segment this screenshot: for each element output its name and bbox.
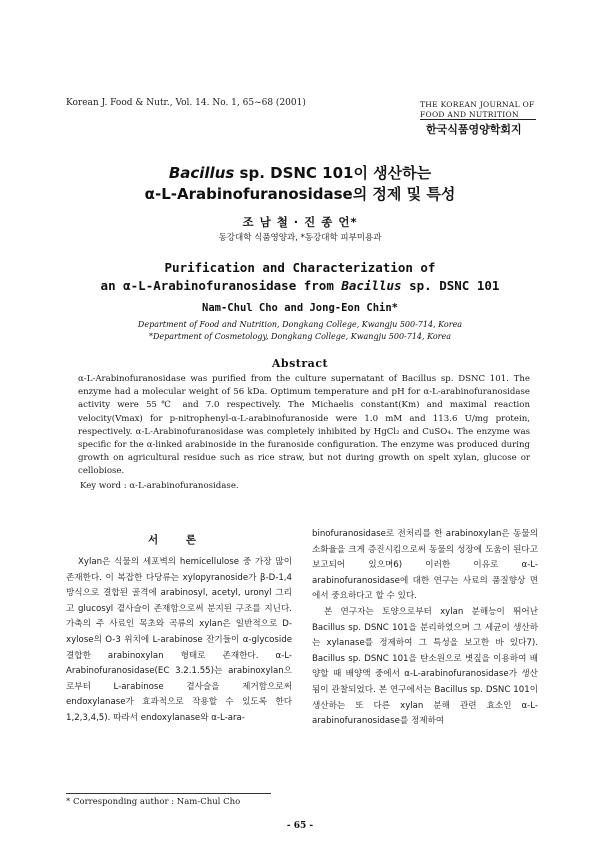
journal-name-divider xyxy=(420,119,536,120)
korean-title-organism: Bacillus xyxy=(168,164,235,182)
introduction-paragraph-continued: binofuranosidase로 전처리를 한 arabinoxylan은 동물의 소화율을 크게 증진시킴으로써 동물의 성장에 도움이 된다고 보고되어 있으며6) 이러한 이유로 α-L-arabinofuranosidase에 대한 연구는 사료의 품질향상 면에서 중요하다고 할 수 있다. xyxy=(312,529,538,602)
english-title-line2-post: sp. DSNC 101 xyxy=(401,278,500,293)
journal-citation: Korean J. Food & Nutr., Vol. 14. No. 1, 65~68 (2001) xyxy=(66,98,306,108)
korean-title-line2: α-L-Arabinofuranosidase의 정제 및 특성 xyxy=(144,185,456,203)
english-authors: Nam-Chul Cho and Jong-Eon Chin* xyxy=(202,302,398,314)
english-affiliation-2: *Department of Cosmetology, Dongkang College, Kwangju 500-714, Korea xyxy=(148,332,451,341)
english-title-organism: Bacillus xyxy=(341,278,402,293)
abstract-text: α-L-Arabinofuranosidase was purified from the culture supernatant of Bacillus sp. DSNC 101. The enzyme had a molecular weight of 56 kDa. Optimum temperature and pH for α-L-arabinofuranosidase activity were 55℃ and 7.0 respectively. The Michaelis constant(Km) and maximal reaction velocity(Vmax) for p-nitrophenyl-α-L-arabinofuranoside were 1.0 mM and 113.6 U/mg protein, respectively. α-L-Arabinofuranosidase was completely inhibited by HgCl₂ and CuSO₄. The enzyme was specific for the α-linked arabinoside in the furanoside configuration. The enzyme was produced during growth on agricultural residue such as rice straw, but not during growth on spelt xylan, glucose or cellobiose. xyxy=(78,374,530,477)
korean-affiliation: 동강대학 식품영양과, *동강대학 피부미용과 xyxy=(218,233,382,243)
english-title-line2 xyxy=(0,278,600,293)
korean-title-line1 xyxy=(0,162,600,183)
keyword-line: Key word : α-L-arabinofuranosidase. xyxy=(80,481,239,491)
abstract-heading: Abstract xyxy=(271,357,329,370)
journal-name-korean: 한국식품영양학회지 xyxy=(426,123,522,136)
journal-name-line2: FOOD AND NUTRITION xyxy=(420,110,519,119)
journal-name-line1: THE KOREAN JOURNAL OF xyxy=(420,100,535,109)
footnote-divider xyxy=(66,793,271,794)
introduction-paragraph: Xylan은 식물의 세포벽의 hemicellulose 중 가장 많이 존재한다. 이 복잡한 다당류는 xylopyranoside가 β-D-1,4 방식으로 결합된 골격에 arabinosyl, acetyl, uronyl 그리고 glucosyl 곁사슬이 존재함으로써 분지된 구조를 지닌다. 가축의 주 사료인 목초와 곡류의 xylan은 일반적으로 D-xylose의 O-3 위치에 L-arabinose 잔기들이 α-glycoside 결합한 arabinoxylan 형태로 존재한다. α-L-Arabinofuranosidase(EC 3.2.1.55)는 arabinoxylan으로부터 L-arabinose 곁사슬을 제거함으로써 endoxylanase가 효과적으로 작용할 수 있도록 한다1,2,3,4,5). 따라서 endoxylanase와 α-L-ara- xyxy=(66,557,292,723)
introduction-paragraph: 본 연구자는 토양으로부터 xylan 분해능이 뛰어난 Bacillus sp. DSNC 101을 분리하였으며 그 세균이 생산하는 xylanase를 정제하여 그 특성을 보고한 바 있다7). Bacillus sp. DSNC 101을 탄소원으로 볏짚을 이용하여 배양할 때 배양액 중에서 α-L-arabinofuranosidase가 생산됨이 관찰되었다. 본 연구에서는 Bacillus sp. DSNC 101이 생산하는 또 다른 xylan 분해 관련 효소인 α-L-arabinofuranosidase를 정제하여 xyxy=(312,606,538,727)
english-affiliation-1: Department of Food and Nutrition, Dongkang College, Kwangju 500-714, Korea xyxy=(137,320,463,329)
abstract-body xyxy=(78,373,530,479)
introduction-heading: 서 론 xyxy=(148,534,208,546)
korean-authors: 조 남 철 · 진 종 언* xyxy=(242,215,358,229)
english-title-line1: Purification and Characterization of xyxy=(164,260,436,275)
introduction-column-right xyxy=(312,527,538,730)
corresponding-author-footnote: * Corresponding author : Nam-Chul Cho xyxy=(66,797,241,807)
english-title-line2-pre: an α-L-Arabinofuranosidase from xyxy=(100,278,342,293)
korean-title-line1-rest: sp. DSNC 101이 생산하는 xyxy=(234,164,432,182)
introduction-column-left xyxy=(66,555,292,727)
page-number: - 65 - xyxy=(286,821,314,831)
